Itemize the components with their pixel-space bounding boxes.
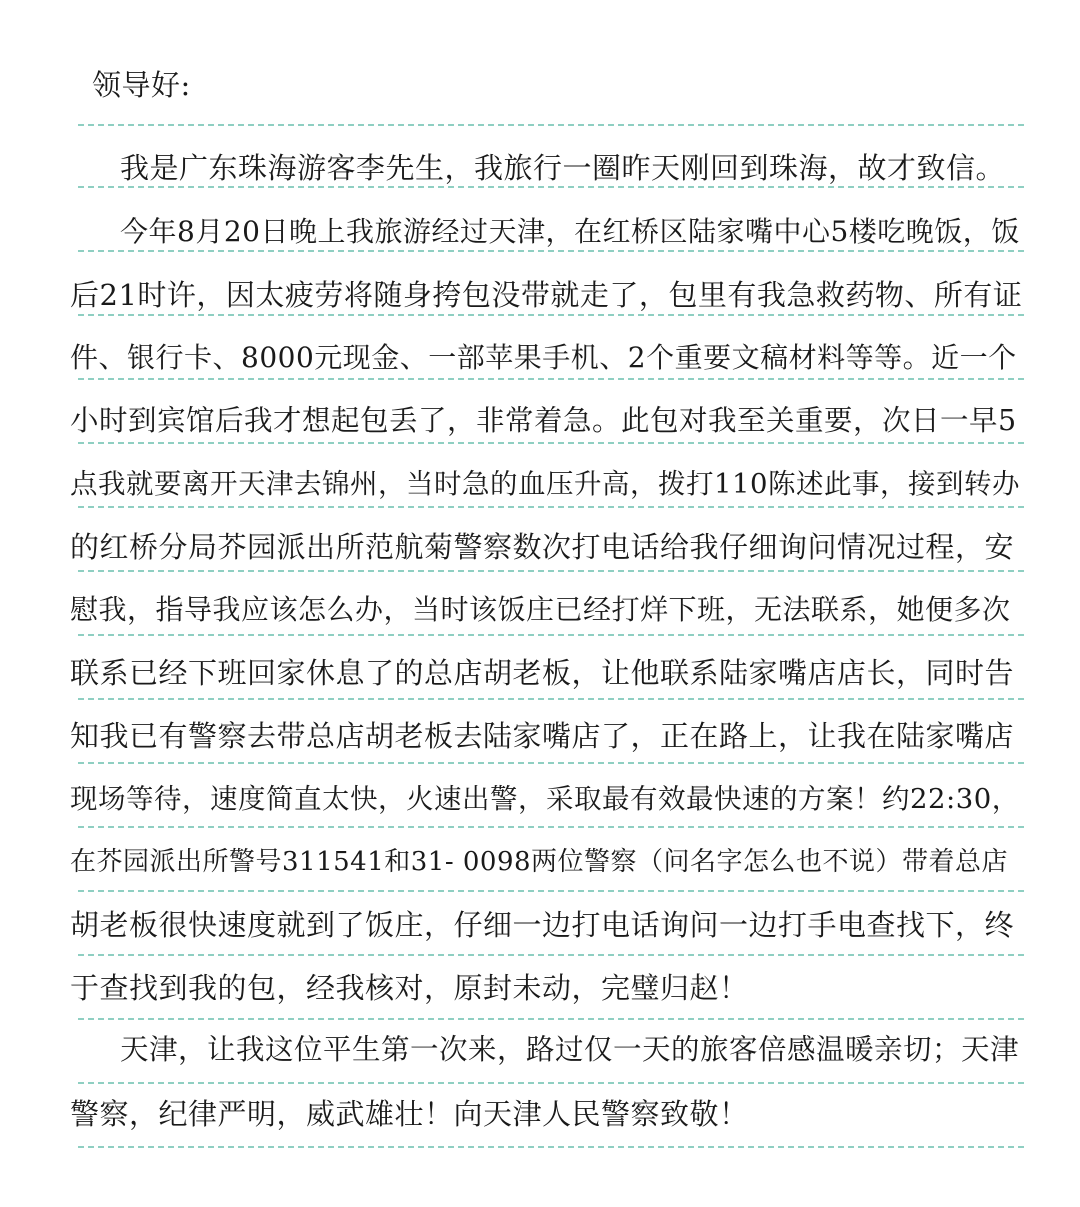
letter-line: 知我已有警察去带总店胡老板去陆家嘴店了，正在路上，让我在陆家嘴店	[70, 719, 1015, 753]
ruled-line	[78, 570, 1024, 572]
ruled-line	[78, 634, 1024, 636]
letter-line: 在芥园派出所警号311541和31- 0098两位警察（问名字怎么也不说）带着总店	[70, 847, 1009, 877]
ruled-line	[78, 506, 1024, 508]
letter-line: 慰我，指导我应该怎么办，当时该饭庄已经打烊下班，无法联系，她便多次	[70, 593, 1011, 626]
ruled-line	[78, 442, 1024, 444]
ruled-line	[78, 890, 1024, 892]
ruled-line	[78, 124, 1024, 126]
ruled-line	[78, 250, 1024, 252]
letter-line: 我是广东珠海游客李先生，我旅行一圈昨天刚回到珠海，故才致信。	[120, 151, 1006, 185]
ruled-line	[78, 1018, 1024, 1020]
letter-line: 胡老板很快速度就到了饭庄，仔细一边打电话询问一边打手电查找下，终	[70, 908, 1015, 942]
letter-greeting: 领导好:	[92, 68, 191, 102]
letter-line: 现场等待，速度简直太快，火速出警，采取最有效最快速的方案！约22:30，	[70, 783, 1020, 815]
letter-line: 于查找到我的包，经我核对，原封未动，完璧归赵！	[70, 971, 749, 1005]
ruled-line	[78, 378, 1024, 380]
ruled-line	[78, 314, 1024, 316]
letter-line: 点我就要离开天津去锦州，当时急的血压升高，拨打110陈述此事，接到转办	[70, 468, 1020, 500]
ruled-line	[78, 186, 1024, 188]
ruled-line	[78, 826, 1024, 828]
letter-line: 联系已经下班回家休息了的总店胡老板，让他联系陆家嘴店店长，同时告	[70, 656, 1015, 690]
ruled-line	[78, 1146, 1024, 1148]
letter-line: 天津，让我这位平生第一次来，路过仅一天的旅客倍感温暖亲切；天津	[120, 1033, 1020, 1066]
letter-line: 件、银行卡、8000元现金、一部苹果手机、2个重要文稿材料等等。近一个	[70, 341, 1017, 374]
ruled-line	[78, 762, 1024, 764]
letter-line: 今年8月20日晚上我旅游经过天津，在红桥区陆家嘴中心5楼吃晚饭，饭	[120, 215, 1020, 248]
ruled-line	[78, 698, 1024, 700]
letter-line: 的红桥分局芥园派出所范航菊警察数次打电话给我仔细询问情况过程，安	[70, 530, 1015, 564]
letter-line: 警察，纪律严明，威武雄壮！向天津人民警察致敬！	[70, 1097, 749, 1131]
letter-line: 后21时许，因太疲劳将随身挎包没带就走了，包里有我急救药物、所有证	[70, 278, 1023, 312]
ruled-line	[78, 1082, 1024, 1084]
ruled-line	[78, 954, 1024, 956]
letter-line: 小时到宾馆后我才想起包丢了，非常着急。此包对我至关重要，次日一早5	[70, 404, 1017, 437]
